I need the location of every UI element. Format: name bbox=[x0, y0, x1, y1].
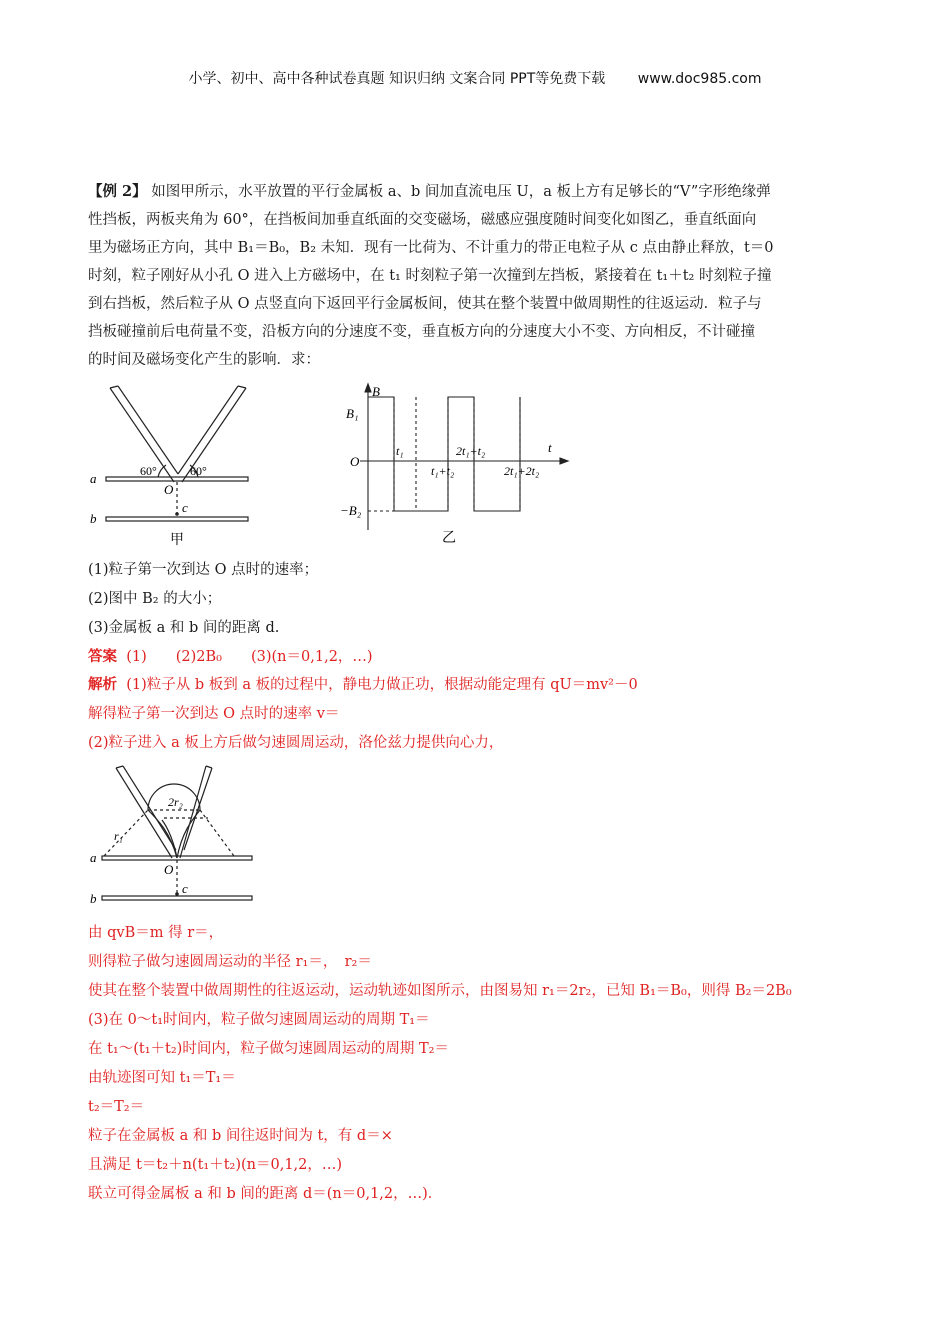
analysis-l11: 粒子在金属板 a 和 b 间往返时间为 t，有 d＝× bbox=[88, 1128, 393, 1144]
analysis-l6: 使其在整个装置中做周期性的往返运动，运动轨迹如图所示，由图易知 r₁＝2r₂，已知 B₁＝B₀，则得 B₂＝2B₀ bbox=[88, 983, 792, 999]
jia-label-a: a bbox=[90, 471, 97, 486]
figure-yi bbox=[338, 382, 578, 548]
analysis-l2: 解得粒子第一次到达 O 点时的速率 v＝ bbox=[88, 706, 340, 722]
traj-label-2r2: 2r₂ bbox=[168, 795, 183, 809]
analysis-l1: (1)粒子从 b 板到 a 板的过程中，静电力做正功，根据动能定理有 qU＝mv²－0 bbox=[126, 677, 638, 693]
yi-B1: B₁ bbox=[346, 406, 359, 421]
analysis-l4: 由 qvB＝m 得 r＝， bbox=[88, 925, 224, 941]
problem-line-5: 到右挡板，然后粒子从 O 点竖直向下返回平行金属板间，使其在整个装置中做周期性的往返运动．粒子与 bbox=[88, 296, 762, 312]
yi-t1: t₁ bbox=[396, 444, 404, 458]
problem-line-7: 的时间及磁场变化产生的影响．求： bbox=[88, 352, 320, 368]
problem-line-6: 挡板碰撞前后电荷量不变，沿板方向的分速度不变，垂直板方向的分速度大小不变、方向相反，不计碰撞 bbox=[88, 324, 755, 340]
problem-line-1: 如图甲所示，水平放置的平行金属板 a、b 间加直流电压 U，a 板上方有足够长的“V”字形绝缘弹 bbox=[151, 184, 771, 200]
question-2: (2)图中 B₂ 的大小； bbox=[88, 591, 222, 607]
jia-angle-right: 60° bbox=[190, 464, 207, 478]
problem-line-3: 里为磁场正方向，其中 B₁＝B₀，B₂ 未知．现有一比荷为、不计重力的带正电粒子从 c 点由静止释放，t＝0 bbox=[88, 240, 774, 256]
figure-trajectory bbox=[88, 762, 268, 910]
yi-t1t2: t₁+t₂ bbox=[431, 464, 455, 478]
traj-label-c: c bbox=[182, 881, 188, 896]
yi-origin: O bbox=[350, 454, 360, 469]
problem-paragraph bbox=[88, 178, 868, 374]
figure-jia bbox=[88, 382, 278, 552]
jia-caption: 甲 bbox=[170, 533, 184, 548]
yi-axis-t: t bbox=[548, 440, 552, 455]
problem-title: 【例 2】 bbox=[88, 183, 147, 200]
analysis-l10: t₂＝T₂＝ bbox=[88, 1099, 145, 1115]
analysis-label: 解析 bbox=[88, 676, 117, 693]
analysis-l12: 且满足 t＝t₂＋n(t₁＋t₂)(n＝0,1,2，…) bbox=[88, 1157, 343, 1173]
answer-label: 答案 bbox=[88, 648, 117, 665]
answer-text: (1) (2)2B₀ (3)(n＝0,1,2，…) bbox=[126, 649, 373, 665]
page-header bbox=[0, 68, 950, 88]
traj-label-r1: r₁ bbox=[114, 829, 123, 843]
yi-2t1t2: 2t₁+t₂ bbox=[456, 444, 486, 458]
answer-line bbox=[88, 645, 878, 666]
problem-line-2: 性挡板，两板夹角为 60°，在挡板间加垂直纸面的交变磁场，磁感应强度随时间变化如图乙，垂直纸面向 bbox=[88, 212, 757, 228]
traj-label-a: a bbox=[90, 850, 97, 865]
jia-angle-left: 60° bbox=[140, 464, 157, 478]
header-url[interactable]: www.doc985.com bbox=[637, 71, 762, 87]
problem-line-4: 时刻，粒子刚好从小孔 O 进入上方磁场中，在 t₁ 时刻粒子第一次撞到左挡板，紧接着在 t₁＋t₂ 时刻粒子撞 bbox=[88, 268, 772, 284]
analysis-l5: 则得粒子做匀速圆周运动的半径 r₁＝， r₂＝ bbox=[88, 954, 372, 970]
analysis-l8: 在 t₁～(t₁＋t₂)时间内，粒子做匀速圆周运动的周期 T₂＝ bbox=[88, 1041, 449, 1057]
jia-label-O: O bbox=[164, 482, 174, 497]
traj-label-b: b bbox=[90, 891, 97, 906]
yi-negB2: −B₂ bbox=[340, 503, 362, 518]
analysis-line-1 bbox=[88, 673, 878, 694]
header-site-text: 小学、初中、高中各种试卷真题 知识归纳 文案合同 PPT等免费下载 bbox=[188, 71, 606, 87]
analysis-l13: 联立可得金属板 a 和 b 间的距离 d＝(n＝0,1,2，…)． bbox=[88, 1186, 443, 1202]
yi-axis-B: B bbox=[372, 384, 380, 399]
jia-label-c: c bbox=[182, 500, 188, 515]
traj-label-O: O bbox=[164, 862, 174, 877]
question-3: (3)金属板 a 和 b 间的距离 d. bbox=[88, 620, 280, 636]
yi-caption: 乙 bbox=[442, 531, 456, 546]
jia-label-b: b bbox=[90, 511, 97, 526]
analysis-l9: 由轨迹图可知 t₁＝T₁＝ bbox=[88, 1070, 236, 1086]
question-1: (1)粒子第一次到达 O 点时的速率； bbox=[88, 562, 319, 578]
yi-2t12t2: 2t₁+2t₂ bbox=[504, 464, 540, 478]
analysis-l3: (2)粒子进入 a 板上方后做匀速圆周运动，洛伦兹力提供向心力， bbox=[88, 735, 504, 751]
analysis-l7: (3)在 0～t₁时间内，粒子做匀速圆周运动的周期 T₁＝ bbox=[88, 1012, 430, 1028]
